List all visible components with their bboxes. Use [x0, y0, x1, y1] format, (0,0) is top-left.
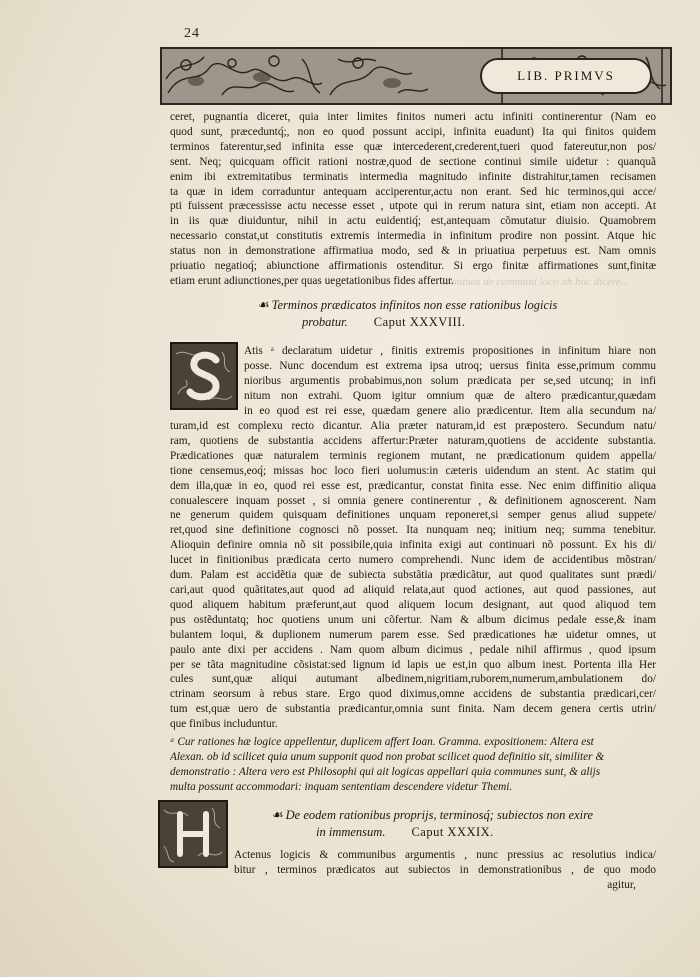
text-line: priuatio negatioq́; abiunctione affirmationis ostenditur. Si ergo finitæ affirmationes sunt,finitæ — [170, 260, 656, 273]
text-line: quod aliquem habitum præferunt,aut quod aliquem locum designant, aut quod aliquod tem — [170, 598, 656, 611]
chapter-39-caput: Caput XXXIX. — [411, 825, 494, 839]
chapter-38-heading — [258, 296, 628, 331]
text-line: ret,quod sine definitione cognosci nõ posset. Ita nunquam neq; initium neq; summa tenebitur. — [170, 524, 656, 537]
paragraph-39 — [234, 848, 656, 893]
text-line: cari,aut quod quãtitates,aut quod ad aliquid relata,aut quod actiones, aut quod passiones, aut — [170, 583, 656, 596]
text-line: lucet in finitionibus prædicata certo numero comprehendi. Nunc idem de accidentibus mõstran/ — [170, 554, 656, 567]
chapter-39-heading — [272, 806, 642, 841]
text-line: tum est,quæ uero de substantia prædicantur,omnia sunt finita. Nam decem genera certis utrin/ — [170, 703, 656, 716]
text-line: ne generum quidem quisquam definitiones unquam reponeret,si semper genus aliud suppete/ — [170, 509, 656, 522]
chapter-38-title-line2: probatur. — [302, 315, 348, 329]
text-line: necessario constat,ut constitutis extremis intermedia in infinitum prodire non possint. Atque hic — [170, 230, 656, 243]
text-line: dum. Palam est accidẽtia quæ de subiecta substãtia prædicãtur, aut quod qualitates sunt prædi/ — [170, 569, 656, 582]
text-line: in iis quæ diuiduntur, nihil in actu euidentiq́; est,antequam cõmutatur diuisio. Quamobrem — [170, 215, 656, 228]
text-line: que finibus includuntur. — [170, 718, 278, 731]
text-line: tione censemus,eoq́; missas hoc loco fieri uolumus:in cæteris uidendum an stent. Ac statim qui — [170, 464, 656, 477]
text-line: status non in demonstratione affirmatiua modo, sed & in priuatiua perpetuus est. Nam omnis — [170, 245, 656, 258]
text-line: in eo quod est rei esse, quædam genere alio prædicentur. Item alia secundum na/ — [244, 404, 656, 417]
bleed-through-text: Terminos de communi loco ab hoc dicere... — [440, 276, 629, 288]
chapter-39-title-line2: in immensum. — [316, 825, 386, 839]
paragraph-38-opening — [244, 344, 656, 419]
text-line: agitur, — [607, 878, 636, 891]
paragraph-top — [170, 110, 656, 289]
woodcut-header-band — [160, 47, 672, 105]
decorated-initial-s — [170, 342, 238, 410]
text-line: bitur , terminos prædicatos aut subiectos in demonstrationibus , de quo modo — [234, 863, 656, 876]
chapter-39-title-line1: De eodem rationibus proprijs, terminosq́; subiectos non exire — [285, 808, 594, 822]
text-line: Actenus logicis & communibus argumentis , nunc pressius ac resolutius indica/ — [234, 849, 656, 861]
pilcrow-icon: ☙ — [258, 297, 270, 312]
text-line: sent. Neq; quicquam officit rationi nostræ,quod de sectione continui simile uidetur : quanquã — [170, 155, 656, 168]
note-line: Alexan. ob id scilicet quia unum supponit quod non probat scilicet quod definitio sit, similiter & — [170, 750, 605, 763]
chapter-38-title-line1: Terminos prædicatos infinitos non esse rationibus logicis — [271, 298, 558, 312]
initial-s-icon — [172, 344, 236, 408]
text-line: ta quæ in idem corraduntur antequam acciperentur,actu non erant. Sed hic terminos,qui acce/ — [170, 185, 656, 198]
text-line: nioribus argumentis probabimus,non solum prædicata per se,sed utcunq; in infi — [244, 374, 656, 387]
paragraph-38-main — [170, 419, 656, 732]
text-line: conualescere inquam posset , si omnia genere continerentur , & definitionem agnoscerent. Nam — [170, 494, 656, 507]
text-line: etiam erunt adiunctiones,per quas uegetationibus fides affertur. — [170, 274, 455, 287]
text-line: quod sunt, præceduntq́;, non eo quod possunt accipi, infinita euadunt) Ita qui finitos quidem — [170, 125, 656, 138]
text-line: per se tãta magnitudine cõsistat:sed lignum id lapis ue est,in quo album inest. Portenta illa Her — [170, 658, 656, 671]
text-line: ceret, pugnantia diceret, quia inter limites finitos numeri actu infiniti continerentur (Nam eo — [170, 111, 656, 123]
text-line: pti fuissent præcessisse actu necesse esset , utpote qui in rerum natura sint, etiam non accepti. At — [170, 200, 656, 213]
text-line: posse. Nunc docendum est extrema ipsa utroq; uersus finita esse,primum commu — [244, 359, 656, 372]
text-line: paulo ante dixi per accidens . Nam quom album dicimus , pedale nihil affirmus , quod ipsum — [170, 643, 656, 656]
text-line: terminos faterentur,sed infinita esse quæ intercederent,crederent,tueri quod fatereutur,non pos/ — [170, 140, 656, 153]
text-line: ctrinam seorsum à rebus stare. Ergo quod diximus,omne accidens de substantia prædicari,cer/ — [170, 688, 656, 701]
text-line: Prædicationes quæ naturalem terminis regionem mutant, ne prædicationum quidem appella/ — [170, 449, 656, 462]
text-line: dem illa,quæ in eo, quod rei esse est, prædicantur, constat finita esse. Nec enim diffinitio aliqua — [170, 479, 656, 492]
initial-h-icon — [160, 802, 226, 866]
text-line: pus ostẽduntatq; hoc quotiens unum uni cõfertur. Nam & album dicimus pedale esse,& inam — [170, 613, 656, 626]
decorated-initial-h — [158, 800, 228, 868]
page-number: 24 — [184, 26, 200, 41]
text-line: enim ibi extremitatibus terminatis intermedia magnitudo infinite distrahitur,tamen recisamen — [170, 170, 656, 183]
pilcrow-icon: ☙ — [272, 807, 284, 822]
text-line: ram, quotiens de substantia accidens affertur:Præter naturam,quotiens de accidente substantia. — [170, 434, 656, 447]
note-line: demonstratio : Altera vero est Philosophi qui ait logicas appellari quia communes sunt, & alijs — [170, 765, 601, 778]
text-line: Atis ᵃ declaratum uidetur , finitis extremis propositiones in infinitum hiare non — [244, 345, 656, 357]
text-line: Alioquin definire omnia nõ sit possibile,quia infinita exigi aut continuari nõ possunt. Ex his di/ — [170, 539, 656, 552]
text-line: turam,id est complexu recto dicantur. Alia præter naturam,id est præpostero. Secundum natu/ — [170, 420, 656, 432]
note-line: ᵃ Cur rationes hæ logice appellentur, duplicem affert Ioan. Gramma. expositionem: Altera est — [170, 736, 594, 748]
text-line: nitum non extrahi. Quom igitur omnium quæ de altero prædicantur,quædam — [244, 389, 656, 402]
note-line: multa possunt accommodari: inquam sententiam descendere videtur Themi. — [170, 780, 513, 793]
chapter-38-caput: Caput XXXVIII. — [373, 315, 466, 329]
marginal-note — [170, 735, 644, 795]
text-line: bulantem loqui, & duplionem numerum parem esse. Sed prædicationes hæ uidetur omnes, ut — [170, 628, 656, 641]
text-line: cules sunt,quæ aliqui autumant albedinem,nigritiam,ruborem,numerum,ambulationem do/ — [170, 673, 656, 686]
book-label-cartouche: LIB. PRIMVS — [480, 58, 652, 94]
